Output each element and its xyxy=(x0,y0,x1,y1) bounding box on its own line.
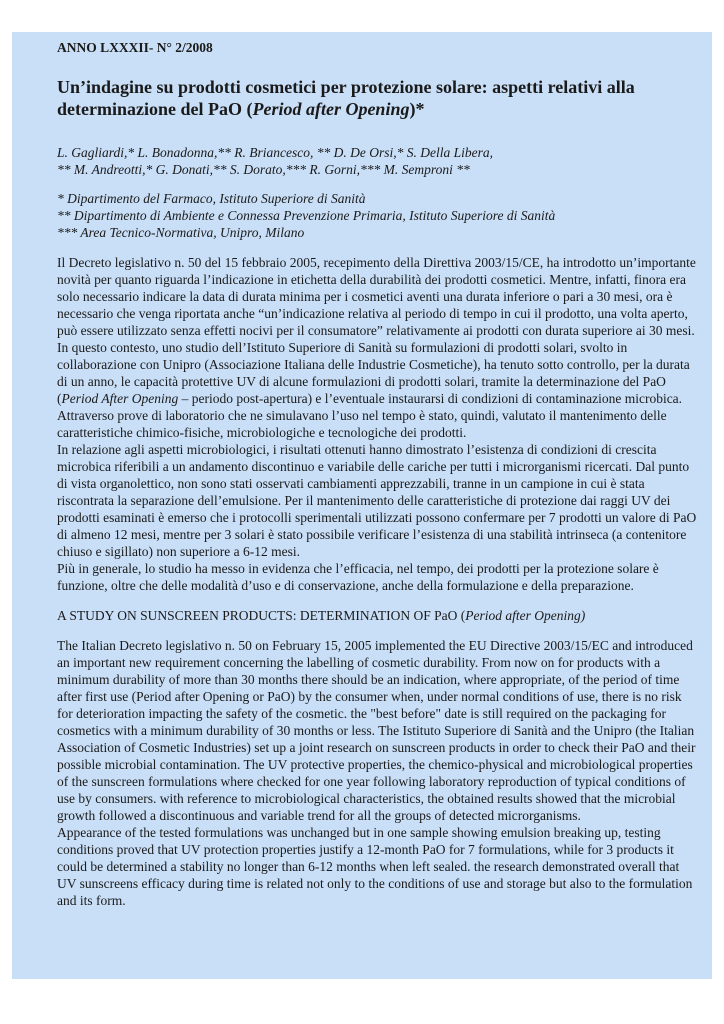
title-italic: Period after Opening xyxy=(252,99,410,119)
author-list xyxy=(57,144,698,178)
abstract-panel xyxy=(12,32,712,979)
italian-paragraph-1-italic: Period After Opening – xyxy=(61,391,189,406)
article-title xyxy=(57,76,698,120)
affiliation: * Dipartimento del Farmaco, Istituto Superiore di Sanità xyxy=(57,191,366,206)
title-line-2-prefix: determinazione del PaO ( xyxy=(57,99,253,119)
affiliation-list xyxy=(57,190,698,241)
title-line-2 xyxy=(57,98,698,120)
english-title-text: A STUDY ON SUNSCREEN PRODUCTS: DETERMINATION OF PaO ( xyxy=(57,608,466,623)
english-paragraph-1: The Italian Decreto legislativo n. 50 on February 15, 2005 implemented the EU Directive 2003/15/EC and introduced an important new requirement concerning the labelling of cosmetic durability. From now on for products with a minimum durability of more than 30 months there should be an indication, where appropriate, of the period of time after first use (Period after Opening or PaO) by the consumer when, under normal conditions of use, there is no risk for deterioration impacting the safety of the cosmetic. the "best before" date is still required on the packaging for cosmetics with a minimum durability of 30 months or less. The Istituto Superiore di Sanità and the Unipro (the Italian Association of Cosmetic Industries) set up a joint research on sunscreen products in order to check their PaO and their possible microbial contamination. The UV protective properties, the chemico-physical and microbiological properties of the sunscreen formulations where checked for one year following laboratory reproduction of typical conditions of use by consumers. with reference to microbiological characteristics, the obtained results showed that the microbial growth followed a discontinuous and variable trend for all the groups of detected microrganisms. xyxy=(57,638,696,823)
english-abstract xyxy=(57,637,698,909)
english-title-italic: Period after Opening) xyxy=(465,608,586,623)
author-line: L. Gagliardi,* L. Bonadonna,** R. Briancesco, ** D. De Orsi,* S. Della Libera, xyxy=(57,145,493,160)
author-line: ** M. Andreotti,* G. Donati,** S. Dorato,*** R. Gorni,*** M. Semproni ** xyxy=(57,162,470,177)
italian-paragraph-1-text-end: periodo post-apertura) e l’eventuale instaurarsi di condizioni di contaminazione microbica. Attraverso prove di laboratorio che ne simulavano l’uso nel tempo è stato, quindi, valutato il mantenimento delle caratteristiche chimico-fisiche, microbiologiche e tecnologiche dei prodotti. xyxy=(57,391,683,440)
english-paragraph-2: Appearance of the tested formulations was unchanged but in one sample showing emulsion breaking up, testing conditions proved that UV protection properties justify a 12-month PaO for 7 formulations, while for 3 products it could be determined a stability no longer than 6-12 months when left sealed. the research demonstrated overall that UV sunscreens efficacy during time is related not only to the conditions of use and storage but also to the formulation and its form. xyxy=(57,825,693,908)
issue-label: ANNO LXXXII- N° 2/2008 xyxy=(57,40,213,55)
italian-paragraph-1-text: Il Decreto legislativo n. 50 del 15 febbraio 2005, recepimento della Direttiva 2003/15/CE, ha introdotto un’importante novità per quanto riguarda l’indicazione in etichetta della durabilità dei prodotti cosmetici. Mentre, infatti, finora era solo necessario indicare la data di durata minima per i cosmetici aventi una durata inferiore o pari a 30 mesi, ora è necessario che venga riportata anche “un’indicazione relativa al periodo di tempo in cui il prodotto, una volta aperto, può essere utilizzato senza effetti nocivi per il consumatore” relativamente ai prodotti con durata superiore ai 30 mesi. In questo contesto, uno studio dell’Istituto Superiore di Sanità su formulazioni di prodotti solari, svolto in collaborazione con Unipro (Associazione Italiana delle Industrie Cosmetiche), ha tenuto sotto controllo, per la durata di un anno, le capacità protettive UV di alcune formulazioni di prodotti solari, tramite la determinazione del PaO ( xyxy=(57,255,696,406)
italian-abstract xyxy=(57,254,698,594)
italian-paragraph-2: In relazione agli aspetti microbiologici, i risultati ottenuti hanno dimostrato l’esistenza di condizioni di crescita microbica riferibili a un andamento discontinuo e variabile delle cariche per tutti i microrganismi ricercati. Dal punto di vista organolettico, non sono stati osservati cambiamenti apprezzabili, tranne in un campione in cui è stata riscontrata la separazione dell’emulsione. Per il mantenimento delle caratteristiche di protezione dai raggi UV dei prodotti esaminati è emerso che i protocolli sperimentali utilizzati possono confermare per 7 prodotti un valore di PaO di almeno 12 mesi, mentre per 3 solari è stato possibile verificare l’esistenza di una stabilità intrinseca (a contenitore chiuso e sigillato) non superiore a 6-12 mesi. xyxy=(57,442,697,559)
title-line-1: Un’indagine su prodotti cosmetici per protezione solare: aspetti relativi alla xyxy=(57,77,635,97)
english-title xyxy=(57,607,698,624)
title-line-2-suffix: )* xyxy=(409,99,425,119)
affiliation: ** Dipartimento di Ambiente e Connessa Prevenzione Primaria, Istituto Superiore di Sanità xyxy=(57,208,556,223)
italian-paragraph-3: Più in generale, lo studio ha messo in evidenza che l’efficacia, nel tempo, dei prodotti per la protezione solare è funzione, oltre che delle modalità d’uso e di conservazione, anche della formulazione e della preparazione. xyxy=(57,561,659,593)
italian-paragraph-1 xyxy=(57,254,698,441)
affiliation: *** Area Tecnico-Normativa, Unipro, Milano xyxy=(57,225,305,240)
